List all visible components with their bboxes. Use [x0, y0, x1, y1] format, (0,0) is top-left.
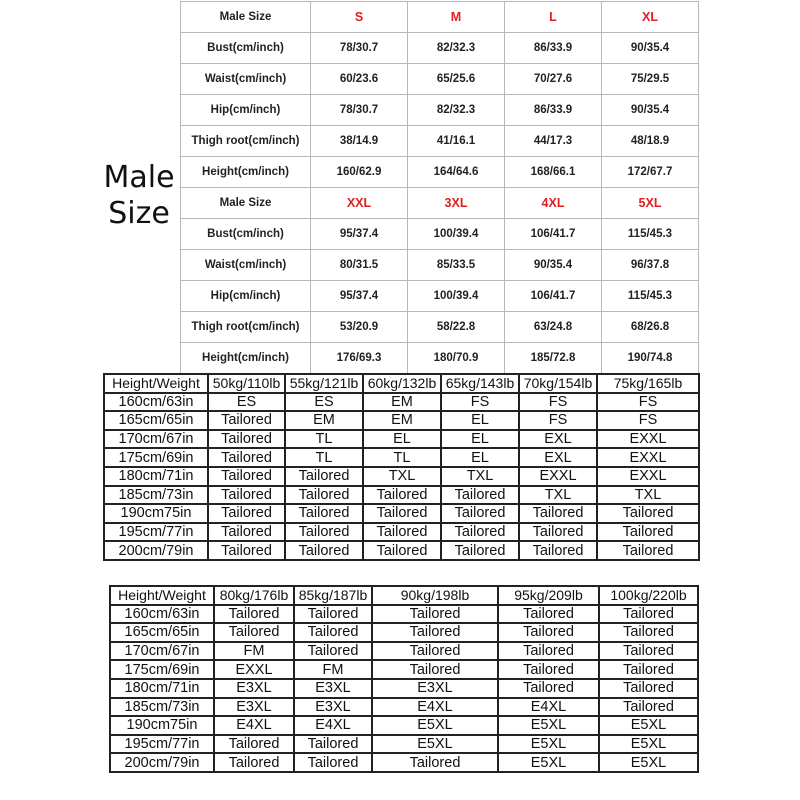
table-cell: Tailored	[294, 623, 372, 642]
size-label: 4XL	[505, 188, 602, 219]
table-cell: Tailored	[372, 605, 498, 624]
table-cell: EM	[285, 411, 363, 430]
table-cell: Tailored	[498, 623, 599, 642]
column-header: 70kg/154lb	[519, 374, 597, 393]
table-cell: 180/70.9	[408, 343, 505, 374]
table-cell: 63/24.8	[505, 312, 602, 343]
table-cell: E4XL	[498, 698, 599, 717]
table-cell: 106/41.7	[505, 219, 602, 250]
column-header: 95kg/209lb	[498, 586, 599, 605]
table-cell: E4XL	[294, 716, 372, 735]
table-row	[181, 157, 699, 188]
table-cell: Tailored	[285, 541, 363, 560]
table-row	[110, 623, 698, 642]
table-cell: EXXL	[597, 467, 699, 486]
table-cell: Tailored	[599, 698, 698, 717]
table-cell: 68/26.8	[602, 312, 699, 343]
table-cell: 168/66.1	[505, 157, 602, 188]
table-cell: Tailored	[599, 623, 698, 642]
row-label: Thigh root(cm/inch)	[181, 312, 311, 343]
table-cell: 95/37.4	[311, 219, 408, 250]
table-cell: ES	[285, 393, 363, 412]
table-cell: Tailored	[363, 541, 441, 560]
table-cell: E5XL	[599, 716, 698, 735]
table-row	[110, 660, 698, 679]
table-cell: Tailored	[285, 523, 363, 542]
table-cell: 90/35.4	[602, 33, 699, 64]
table-cell: EM	[363, 393, 441, 412]
table-cell: E5XL	[498, 753, 599, 772]
row-label: Thigh root(cm/inch)	[181, 126, 311, 157]
table-cell: EXXL	[214, 660, 294, 679]
table-cell: 115/45.3	[602, 219, 699, 250]
table-cell: Tailored	[498, 605, 599, 624]
table-cell: 85/33.5	[408, 250, 505, 281]
table-cell: Tailored	[208, 486, 285, 505]
table-cell: 53/20.9	[311, 312, 408, 343]
table-cell: TXL	[441, 467, 519, 486]
table-row	[104, 448, 699, 467]
row-label: Bust(cm/inch)	[181, 33, 311, 64]
table-cell: E5XL	[372, 716, 498, 735]
header-row	[104, 374, 699, 393]
table-cell: EL	[363, 430, 441, 449]
table-cell: FM	[214, 642, 294, 661]
table-cell: 44/17.3	[505, 126, 602, 157]
table-cell: 48/18.9	[602, 126, 699, 157]
table-row	[104, 430, 699, 449]
weight-table-1	[103, 373, 700, 561]
column-header: 60kg/132lb	[363, 374, 441, 393]
table-cell: Tailored	[599, 679, 698, 698]
row-label: 195cm/77in	[104, 523, 208, 542]
row-label: 200cm/79in	[104, 541, 208, 560]
table-cell: Tailored	[294, 735, 372, 754]
table-cell: FS	[597, 393, 699, 412]
table-cell: Tailored	[441, 523, 519, 542]
male-size-title	[96, 160, 182, 232]
row-label: 180cm/71in	[110, 679, 214, 698]
table-cell: 106/41.7	[505, 281, 602, 312]
title-line-1: Male	[103, 160, 175, 195]
column-header: Height/Weight	[110, 586, 214, 605]
row-label: Height(cm/inch)	[181, 157, 311, 188]
table-cell: Tailored	[294, 753, 372, 772]
table-cell: 95/37.4	[311, 281, 408, 312]
table-cell: EXXL	[597, 430, 699, 449]
header-row	[110, 586, 698, 605]
table-cell: Tailored	[498, 660, 599, 679]
column-header: 75kg/165lb	[597, 374, 699, 393]
table-row	[181, 281, 699, 312]
size-label: S	[311, 2, 408, 33]
row-label: 195cm/77in	[110, 735, 214, 754]
table-cell: Tailored	[441, 486, 519, 505]
table-cell: EL	[441, 430, 519, 449]
size-label: M	[408, 2, 505, 33]
table-cell: Tailored	[214, 753, 294, 772]
table-cell: Tailored	[285, 467, 363, 486]
table-cell: Tailored	[285, 486, 363, 505]
table-cell: Tailored	[597, 523, 699, 542]
table-cell: Tailored	[519, 504, 597, 523]
table-cell: 90/35.4	[602, 95, 699, 126]
column-header: 55kg/121lb	[285, 374, 363, 393]
table-row	[181, 126, 699, 157]
table-cell: Tailored	[208, 504, 285, 523]
table-cell: 41/16.1	[408, 126, 505, 157]
table-cell: 78/30.7	[311, 33, 408, 64]
table-row	[110, 698, 698, 717]
table-cell: FS	[441, 393, 519, 412]
row-label: 190cm75in	[110, 716, 214, 735]
table-cell: Tailored	[372, 642, 498, 661]
table-cell: FM	[294, 660, 372, 679]
table-cell: Tailored	[599, 660, 698, 679]
table-cell: 78/30.7	[311, 95, 408, 126]
table-cell: 86/33.9	[505, 33, 602, 64]
table-cell: E3XL	[294, 679, 372, 698]
row-label: 175cm/69in	[104, 448, 208, 467]
table-cell: Tailored	[363, 486, 441, 505]
size-label: XL	[602, 2, 699, 33]
row-label: Waist(cm/inch)	[181, 250, 311, 281]
row-label: 200cm/79in	[110, 753, 214, 772]
column-header: 85kg/187lb	[294, 586, 372, 605]
table-cell: Tailored	[372, 660, 498, 679]
table-cell: Tailored	[208, 467, 285, 486]
table-cell: E5XL	[498, 716, 599, 735]
table-cell: Tailored	[372, 753, 498, 772]
row-label: 160cm/63in	[110, 605, 214, 624]
column-header: Height/Weight	[104, 374, 208, 393]
table-cell: Tailored	[208, 523, 285, 542]
table-row	[181, 188, 699, 219]
table-row	[181, 250, 699, 281]
row-label: Waist(cm/inch)	[181, 64, 311, 95]
size-label: 3XL	[408, 188, 505, 219]
row-label: 170cm/67in	[104, 430, 208, 449]
table-cell: Tailored	[208, 541, 285, 560]
table-cell: 86/33.9	[505, 95, 602, 126]
column-header: 50kg/110lb	[208, 374, 285, 393]
table-cell: Tailored	[599, 642, 698, 661]
table-cell: 90/35.4	[505, 250, 602, 281]
table-cell: EL	[441, 411, 519, 430]
table-cell: Tailored	[208, 411, 285, 430]
column-header: 90kg/198lb	[372, 586, 498, 605]
table-cell: EL	[441, 448, 519, 467]
table-cell: 65/25.6	[408, 64, 505, 95]
table-cell: 38/14.9	[311, 126, 408, 157]
column-header: 65kg/143lb	[441, 374, 519, 393]
table-cell: Tailored	[208, 430, 285, 449]
table-row	[181, 33, 699, 64]
table-cell: 172/67.7	[602, 157, 699, 188]
table-cell: Tailored	[519, 523, 597, 542]
table-cell: Tailored	[599, 605, 698, 624]
table-row	[181, 219, 699, 250]
table-cell: Tailored	[597, 541, 699, 560]
table-cell: E5XL	[599, 735, 698, 754]
table-cell: 60/23.6	[311, 64, 408, 95]
table-cell: TXL	[519, 486, 597, 505]
table-row	[110, 605, 698, 624]
table-cell: TL	[285, 448, 363, 467]
weight-table-2	[109, 585, 699, 773]
table-cell: 96/37.8	[602, 250, 699, 281]
table-cell: Tailored	[519, 541, 597, 560]
table-row	[181, 312, 699, 343]
table-cell: TXL	[363, 467, 441, 486]
table-cell: EXL	[519, 430, 597, 449]
table-cell: 70/27.6	[505, 64, 602, 95]
table-row	[104, 393, 699, 412]
table-cell: 164/64.6	[408, 157, 505, 188]
table-cell: TXL	[597, 486, 699, 505]
table-cell: E3XL	[294, 698, 372, 717]
table-cell: Tailored	[372, 623, 498, 642]
table-cell: 176/69.3	[311, 343, 408, 374]
table-cell: 100/39.4	[408, 281, 505, 312]
table-cell: 160/62.9	[311, 157, 408, 188]
row-label: Height(cm/inch)	[181, 343, 311, 374]
table-cell: TL	[285, 430, 363, 449]
row-label: Male Size	[181, 2, 311, 33]
table-row	[104, 467, 699, 486]
table-cell: FS	[519, 393, 597, 412]
table-row	[110, 716, 698, 735]
row-label: Male Size	[181, 188, 311, 219]
row-label: 180cm/71in	[104, 467, 208, 486]
table-cell: Tailored	[294, 642, 372, 661]
table-cell: Tailored	[441, 541, 519, 560]
table-row	[104, 411, 699, 430]
table-cell: 190/74.8	[602, 343, 699, 374]
table-cell: Tailored	[363, 523, 441, 542]
table-cell: E3XL	[214, 698, 294, 717]
table-row	[181, 343, 699, 374]
table-cell: 75/29.5	[602, 64, 699, 95]
table-cell: ES	[208, 393, 285, 412]
table-cell: E4XL	[214, 716, 294, 735]
row-label: 170cm/67in	[110, 642, 214, 661]
row-label: 165cm/65in	[104, 411, 208, 430]
table-cell: Tailored	[285, 504, 363, 523]
row-label: 185cm/73in	[104, 486, 208, 505]
row-label: Hip(cm/inch)	[181, 281, 311, 312]
table-cell: Tailored	[214, 623, 294, 642]
table-cell: Tailored	[363, 504, 441, 523]
size-label: L	[505, 2, 602, 33]
table-cell: 100/39.4	[408, 219, 505, 250]
table-row	[104, 541, 699, 560]
table-cell: FS	[519, 411, 597, 430]
table-cell: Tailored	[294, 605, 372, 624]
table-cell: Tailored	[441, 504, 519, 523]
measurement-table	[180, 1, 699, 374]
row-label: Bust(cm/inch)	[181, 219, 311, 250]
table-row	[110, 735, 698, 754]
row-label: 190cm75in	[104, 504, 208, 523]
table-cell: Tailored	[214, 605, 294, 624]
row-label: 160cm/63in	[104, 393, 208, 412]
table-cell: EM	[363, 411, 441, 430]
table-cell: Tailored	[498, 679, 599, 698]
table-cell: 82/32.3	[408, 95, 505, 126]
table-cell: FS	[597, 411, 699, 430]
table-row	[110, 642, 698, 661]
size-label: XXL	[311, 188, 408, 219]
table-cell: 82/32.3	[408, 33, 505, 64]
header-row	[181, 2, 699, 33]
table-row	[104, 523, 699, 542]
table-cell: E5XL	[498, 735, 599, 754]
table-row	[181, 64, 699, 95]
column-header: 80kg/176lb	[214, 586, 294, 605]
table-cell: E3XL	[214, 679, 294, 698]
table-cell: E4XL	[372, 698, 498, 717]
table-cell: E5XL	[372, 735, 498, 754]
table-cell: E3XL	[372, 679, 498, 698]
table-cell: 115/45.3	[602, 281, 699, 312]
row-label: 165cm/65in	[110, 623, 214, 642]
column-header: 100kg/220lb	[599, 586, 698, 605]
title-line-2: Size	[108, 196, 170, 231]
table-cell: E5XL	[599, 753, 698, 772]
table-cell: Tailored	[208, 448, 285, 467]
table-cell: 58/22.8	[408, 312, 505, 343]
table-row	[110, 679, 698, 698]
table-row	[110, 753, 698, 772]
row-label: Hip(cm/inch)	[181, 95, 311, 126]
table-cell: 185/72.8	[505, 343, 602, 374]
table-row	[181, 95, 699, 126]
table-row	[104, 486, 699, 505]
table-cell: 80/31.5	[311, 250, 408, 281]
row-label: 185cm/73in	[110, 698, 214, 717]
table-cell: EXL	[519, 448, 597, 467]
table-cell: EXXL	[597, 448, 699, 467]
table-cell: Tailored	[597, 504, 699, 523]
table-cell: EXXL	[519, 467, 597, 486]
table-cell: TL	[363, 448, 441, 467]
table-row	[104, 504, 699, 523]
row-label: 175cm/69in	[110, 660, 214, 679]
table-cell: Tailored	[498, 642, 599, 661]
size-label: 5XL	[602, 188, 699, 219]
table-cell: Tailored	[214, 735, 294, 754]
